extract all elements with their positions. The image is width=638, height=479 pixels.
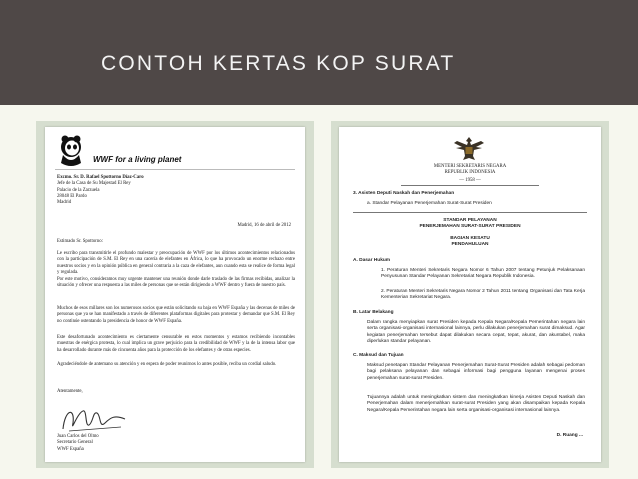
brand-label: WWF: [93, 155, 113, 164]
letter-date: Madrid, 16 de abril de 2012: [237, 223, 291, 228]
section-heading: C. Maksud dan Tujuan: [353, 353, 404, 358]
list-item: 2. Peraturan Menteri Sekretaris Negara Nomor 2 Tahun 2011 tentang Organisasi dan Tata Kerja Kementerian Sekretariat Negara.: [381, 289, 585, 301]
letter-paragraph: Por este motivo, consideramos muy urgente mantener una reunión donde darle traslado de las firmas recibidas, analizar la situación y ofrecer una respuesta a las miles de personas que se están dirigiendo a WWF dentro y fuera de nuestro país.: [57, 277, 295, 289]
letter-paragraph: Agradeciéndole de antemano su atención y en espera de poder reunirnos lo antes posible, reciba un cordial saludo.: [57, 362, 277, 367]
doc-title: STANDAR PELAYANAN: [443, 218, 497, 223]
section-heading: B. Latar Belakang: [353, 310, 394, 315]
kop-separator: — 1958 —: [459, 178, 481, 183]
section-body: Tujuannya adalah untuk meningkatkan sistem dan meningkatkan kinerja Asisten Deputi Naskah dan Penerjemahan dalam menerjemahkan surat-surat Presiden yang akan disampaikan kepada Kepala Negara/Kepala Pemerintahan negara lain serta organisasi-organisasi internasional lainnya.: [367, 395, 585, 413]
tagline-label: for a living planet: [115, 155, 182, 164]
signature-icon: [59, 403, 129, 437]
bab-title: PENDAHULUAN: [451, 242, 489, 247]
garuda-emblem-icon: [452, 134, 486, 162]
kop-line: REPUBLIK INDONESIA: [444, 170, 496, 175]
continuation-note: D. Ruang ...: [556, 433, 583, 438]
address-line: 28048 El Pardo: [57, 193, 87, 199]
signer-block: [57, 434, 99, 453]
slide-header: [0, 0, 638, 105]
letter-greeting: Estimado Sr. Spottorno:: [57, 239, 103, 244]
letter-paragraph: Este desafortunado acontecimiento es ciertamente censurable en estos momentos y estamos recibiendo incontables muestras de enérgica protesta, lo cual implica un grave perjuicio para la credibilidad de WWF y la de la intensa labor que ha desarrollado durante más de cincuenta años para la protección de los elefantes y de otras especies.: [57, 335, 295, 353]
signer-line: Secretario General: [57, 440, 93, 446]
section-heading: A. Dasar Hukum: [353, 258, 391, 263]
letterhead-rule: [55, 169, 295, 170]
right-letter-frame: [331, 121, 609, 468]
signer-line: WWF España: [57, 446, 84, 452]
slide-title: CONTOH KERTAS KOP SURAT: [101, 52, 456, 75]
signer-line: Juan Carlos del Olmo: [57, 434, 99, 439]
setneg-letter: [339, 127, 601, 462]
address-line: Excmo. Sr. D. Rafael Spottorno Díaz-Caro: [57, 175, 144, 180]
item-heading: 3. Asisten Deputi Naskah dan Penerjemahan: [353, 191, 455, 196]
letter-paragraph: Muchos de esos millares son los numerosos socios que están solicitando su baja en WWF España y las decenas de miles de personas que ya se han manifestado a través de diferentes plataformas digitales para protestar y demandar que S.M. El Rey no continúe ostentando la presidencia de honor de WWF España.: [57, 306, 295, 324]
address-line: Palacio de la Zarzuela: [57, 187, 100, 193]
letter-paragraph: Le escribo para transmitirle el profundo malestar y preocupación de WWF por los últimos acontecimientos relacionados con la participación de S.M. El Rey en una cacería de elefantes en África, lo que ha provocado un enorme rechazo entre nuestros socios y en la opinión pública en general contraria a la caza de elefantes, aun cuando esta se realice de forma legal y regulada.: [57, 251, 295, 275]
bab-title: BAGIAN KESATU: [450, 236, 490, 241]
list-item: 1. Peraturan Menteri Sekretaris Negara Nomor 6 Tahun 2007 tentang Petunjuk Pelaksanaan Penyusunan Standar Pelayanan Sekretariat Negara Republik Indonesia.: [381, 268, 585, 280]
panda-logo-icon: [57, 133, 85, 171]
address-line: Madrid: [57, 200, 72, 206]
section-rule: [353, 212, 587, 213]
address-line: Jefe de la Casa de Su Majestad El Rey: [57, 181, 131, 187]
section-body: Maksud penetapan Standar Pelayanan Penerjemahan Surat-Surat Presiden adalah sebagai pedoman bagi pelaksana pelayanan dan sebagai informasi bagi pengguna layanan mengenai proses penerjemahan surat-surat Presiden.: [367, 363, 585, 381]
kop-rule: [401, 185, 539, 186]
item-sub: a. Standar Pelayanan Penerjemahan Surat-Surat Presiden: [367, 201, 492, 206]
recipient-address: [57, 175, 144, 206]
wwf-tagline: [93, 155, 181, 164]
kop-line: MENTERI SEKRETARIS NEGARA: [433, 164, 507, 169]
wwf-letter: [45, 127, 305, 462]
doc-title: PENERJEMAHAN SURAT-SURAT PRESIDEN: [419, 224, 521, 229]
letter-closing: Atentamente,: [57, 389, 83, 394]
section-body: Dalam rangka menyiapkan surat Presiden kepada Kepala Negara/Kepala Pemerintahan negara lain serta organisasi-organisasi internasional lainnya, perlu dilakukan penerjemahan surat dimaksud. Agar kegiatan penerjemahan tersebut dapat dilakukan secara cepat, tepat, akurat, dan akuntabel, maka diperlukan standar pelayanan.: [367, 320, 585, 344]
left-letter-frame: [36, 121, 314, 468]
